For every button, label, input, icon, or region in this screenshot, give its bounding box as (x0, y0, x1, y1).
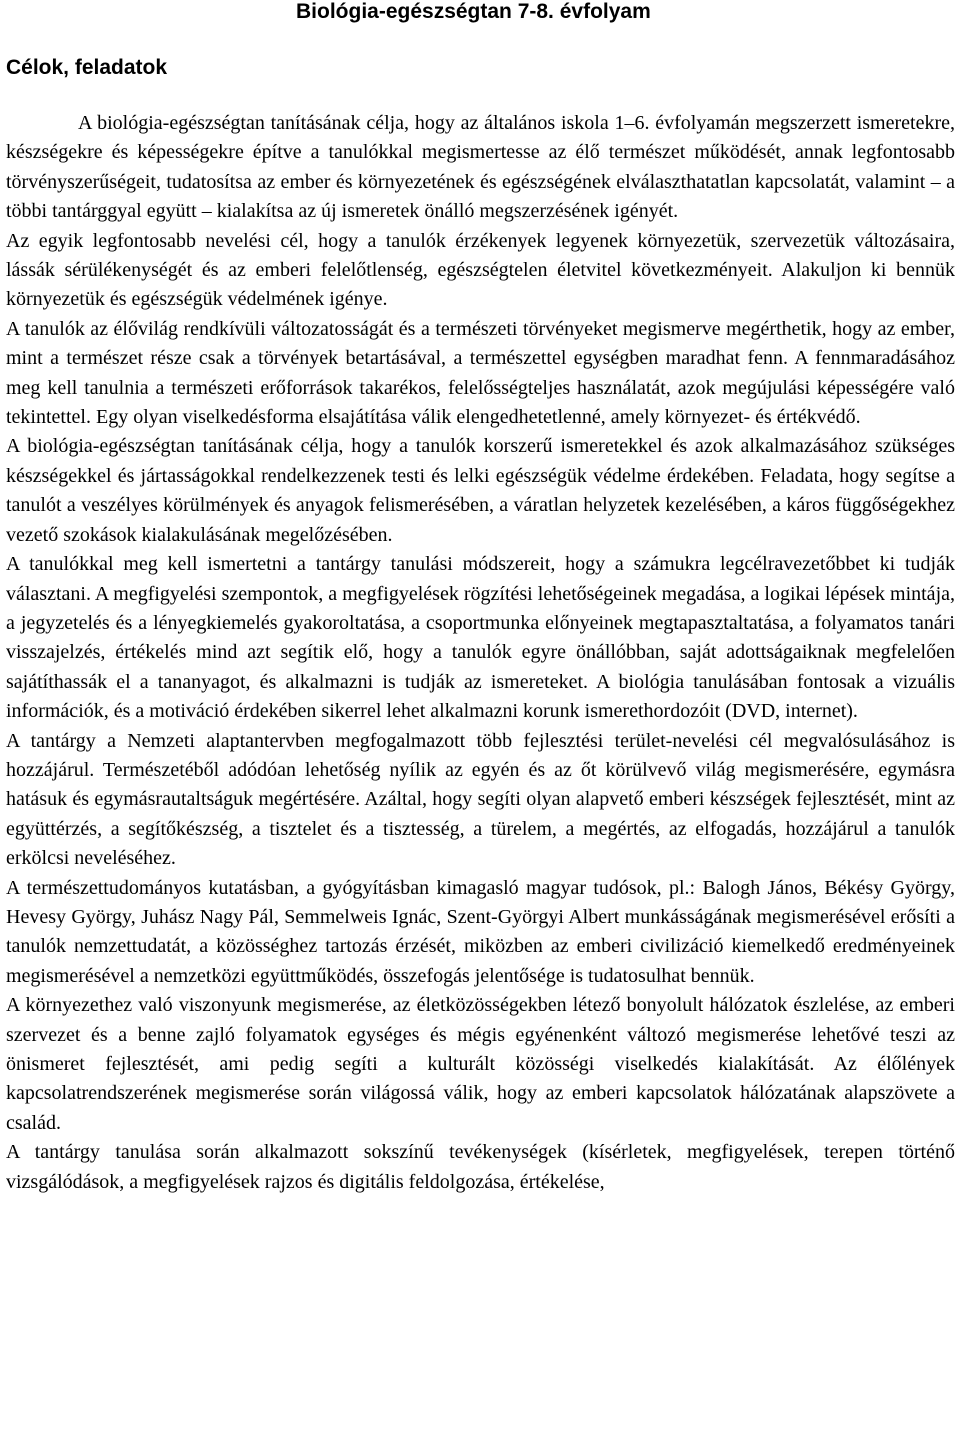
paragraph-environment-relations: A környezethez való viszonyunk megismerése, az életközösségekben létező bonyolult hálózatok észlelése, az emberi szervezet és a benne zajló folyamatok egységes és mégis egyénenként változó megismerése lehetővé teszi az önismeret fejlesztését, ami pedig segíti a kulturált közösségi viselkedés kialakítását. Az élőlények kapcsolatrendszerének megismerése során világossá válik, hogy az emberi kapcsolatok hálózatának alapszövete a család. (6, 994, 955, 1134)
paragraph-health-goal: A biológia-egészségtan tanításának célja, hogy a tanulók korszerű ismeretekkel és azok alkalmazásához szükséges készségekkel és jártasságokkal rendelkezzenek testi és lelki egészségük védelme érdekében. Feladata, hogy segítse a tanulót a veszélyes körülmények és anyagok felismerésében, a váratlan helyzetek kezelésében, a káros függőségekhez vezető szokások kialakulásának megelőzésében. (6, 435, 955, 546)
document-title: Biológia-egészségtan 7-8. évfolyam (296, 0, 651, 23)
section-heading: Célok, feladatok (6, 56, 168, 79)
paragraph-nature-laws: A tanulók az élővilág rendkívüli változatosságát és a természeti törvényeket megismerve megérthetik, hogy az ember, mint a természet része csak a törvények betartásával, a természettel egységben maradhat fenn. A fennmaradásához meg kell tanulnia a természeti erőforrások takarékos, felelősségteljes használatát, azok megújulási képességére való tekintettel. Egy olyan viselkedésforma elsajátítása válik elengedhetetlenné, amely környezet- és értékvédő. (6, 317, 955, 429)
paragraph-curriculum-goals: A tantárgy a Nemzeti alaptantervben megfogalmazott több fejlesztési terület-nevelési cél megvalósulásához is hozzájárul. Természetéből adódóan lehetőség nyílik az egyén és az őt körülvevő világ megismerésére, egymásra hatásuk és egymásrautaltságuk megértésére. Azáltal, hogy segíti olyan alapvető emberi készségek fejlesztését, mint az együttérzés, a segítőkészség, a tisztelet és a tisztesség, a türelem, a megértés, az elfogadás, hozzájárul a tanulók erkölcsi neveléséhez. (6, 729, 955, 870)
paragraph-hungarian-scientists: A természettudományos kutatásban, a gyógyításban kimagasló magyar tudósok, pl.: Balogh János, Békésy György, Hevesy György, Juhász Nagy Pál, Semmelweis Ignác, Szent-Györgyi Albert munkásságának megismerésével erősíti a tanulók nemzettudatát, a közösséghez tartozás érzését, miközben az emberi civilizáció kiemelkedő eredményeinek megismerésével a nemzetközi együttműködés, összefogás jelentősége is tudatosulhat bennük. (6, 876, 955, 987)
paragraph-activities: A tantárgy tanulása során alkalmazott sokszínű tevékenységek (kísérletek, megfigyelések, terepen történő vizsgálódások, a megfigyelések rajzos és digitális feldolgozása, értékelése, (6, 1141, 955, 1193)
paragraph-intro: A biológia-egészségtan tanításának célja, hogy az általános iskola 1–6. évfolyamán megszerzett ismeretekre, készségekre és képességekre építve a tanulókkal megismertesse az élő természet működését, annak legfontosabb törvényszerűségeit, tudatosítsa az ember és környezetének és egészségének elválaszthatatlan kapcsolatát, valamint – a többi tantárggyal együtt – kialakítsa az új ismeretek önálló megszerzésének igényét. (6, 112, 955, 223)
paragraph-educational-goal: Az egyik legfontosabb nevelési cél, hogy a tanulók érzékenyek legyenek környezetük, szervezetük változásaira, lássák sérülékenységét és az emberi felelőtlenség, egészségtelen életvitel következményeit. Alakuljon ki bennük környezetük és egészségük védelmének igénye. (6, 229, 955, 311)
paragraph-learning-methods: A tanulókkal meg kell ismertetni a tantárgy tanulási módszereit, hogy a számukra legcélravezetőbbet ki tudják választani. A megfigyelési szempontok, a megfigyelések rögzítési lehetőségeinek megadása, a logikai lépések mintája, a jegyzetelés és a lényegkiemelés gyakoroltatása, a csoportmunka előnyeinek megtapasztaltatása, a folyamatos tanári visszajelzés, értékelés mind azt segítik elő, hogy a tanulók egyre önállóbban, saját adottságaiknak megfelelően sajátíthassák el a tananyagot, és alkalmazni is tudják az ismereteket. A biológia tanulásában fontosak a vizuális információk, és a motiváció érdekében sikerrel lehet alkalmazni korunk ismerethordozóit (DVD, internet). (6, 553, 955, 723)
document-body (6, 109, 955, 1197)
